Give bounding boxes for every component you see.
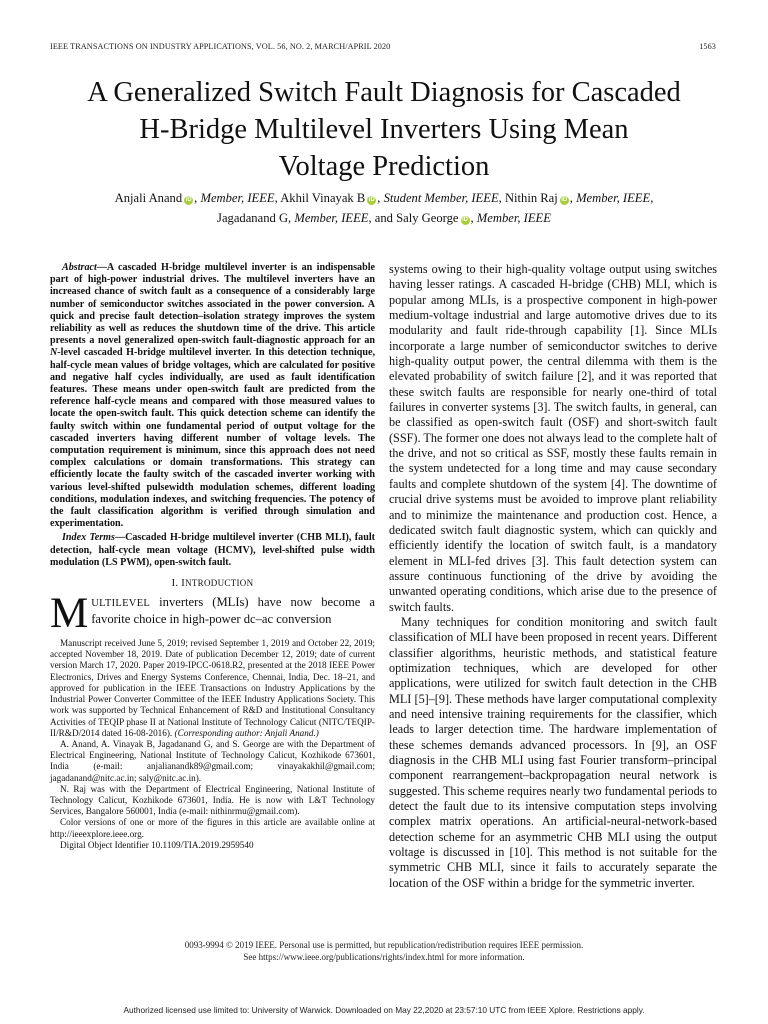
copyright-line: 0093-9994 © 2019 IEEE. Personal use is permitted, but republication/redistribution requires IEEE permission. xyxy=(184,940,584,950)
footnote-affiliation: N. Raj was with the Department of Electrical Engineering, National Institute of Technology Calicut, Kozhikode 673601, India. He is now with L&T Technology Services, Bangalore 560001, India (e-mail: nithinrmu@gmail.com). xyxy=(50,783,375,817)
author-list: Anjali Anand iD , Member, IEEE, Akhil Vinayak B iD , Student Member, IEEE, Nithin Raj iD , Member, IEEE, Jagadanand G, Member, IEEE, and Saly George iD , Member, IEEE xyxy=(114,191,654,225)
copyright-notice xyxy=(40,940,728,963)
author-name: Jagadanand G xyxy=(217,211,289,225)
body-paragraph: Many techniques for condition monitoring and switch fault classification of MLI have been proposed in recent years. Different classifier algorithms, heuristic methods, and statistical feature optimization techniques, which are developed for other applications, were utilized for switch fault detection in the CHB MLI [5]–[9]. These methods have larger computational complexity and need intensive training requirements for the classifier, which leads to larger detection time. The hardware implementation of these schemes demands advanced processors. In [9], an OSF diagnosis in the CHB MLI using fast Fourier transform–principal component rearrangement–backpropagation neural network is suggested. This scheme requires nearly two fundamental periods to detect the fault due to its intensive computation steps involving complex matrix operations. An artificial-neural-network-based detection scheme for an asymmetric CHB MLI using the output voltage is discussed in [10]. This method is not suitable for the symmetric CHB MLI, since it fails to accurately separate the location of the OSF within a bridge for the symmetric inverter. xyxy=(389,614,717,890)
drop-cap: M xyxy=(50,590,89,638)
section-title-rest: NTRODUCTION xyxy=(185,578,254,589)
footnotes xyxy=(50,638,375,851)
footnote-affiliation: A. Anand, A. Vinayak B, Jagadanand G, and S. George are with the Department of Electrical Engineering, National Institute of Technology Calicut, Kozhikode 673601, India (e-mail: anjalianandk89@gmail.com; vinayakakhil@gmail.com; jagadanand@nitc.ac.in; saly@nitc.ac.in). xyxy=(50,738,375,783)
author-name: Nithin Raj xyxy=(504,191,558,205)
body-paragraph: systems owing to their high-quality voltage output using switches having lesser ratings. A cascaded H-bridge (CHB) MLI, which is popular among MLIs, is a prospective component in high-power medium-voltage industrial and large automotive drives due to its modularity and fault ride-through capability [1]. Since MLIs incorporate a large number of semiconductor switches to derive high-quality output power, the central dilemma with them is the elevated probability of switch failure [2], and it was reported that these switch faults are responsible for nearly one-third of total failures in converter systems [3]. The switch faults, in general, can be classified as open-switch fault (OSF) and short-switch fault (SSF). The former one does not always lead to the complete halt of the drive, and not so critical as SSF, mostly these faults remain in the system undetected for a long time and may cause secondary faults and complete shutdown of the system [4]. The downtime of crucial drive systems must be avoided to improve plant reliability and to minimize the maintenance and production cost. Hence, a dedicated switch fault diagnostic system, which can quickly and efficiently identify the location of switch fault, is a mandatory element in MLI-fed drives [3]. This fault detection system can assure continuous functioning of the drive by avoiding the unwanted operating conditions, which arise due to the presence of switch faults. xyxy=(389,262,717,614)
intro-text: inverters (MLIs) have now become a favorite choice in high-power dc–ac conversion xyxy=(91,595,375,626)
abstract-label: Abstract xyxy=(62,262,97,273)
orcid-icon[interactable]: iD xyxy=(462,217,468,223)
author-role: Member, IEEE xyxy=(200,191,275,205)
title-line: A Generalized Switch Fault Diagnosis for Cascaded xyxy=(87,77,681,108)
journal-citation: IEEE TRANSACTIONS ON INDUSTRY APPLICATIONS, VOL. 56, NO. 2, MARCH/APRIL 2020 xyxy=(50,42,391,51)
running-head xyxy=(50,42,716,54)
footnote-manuscript xyxy=(50,638,375,739)
title-line: H-Bridge Multilevel Inverters Using Mean xyxy=(139,114,629,145)
intro-paragraph xyxy=(50,590,375,638)
author-role: Member, IEEE xyxy=(476,211,551,225)
footnote-doi: Digital Object Identifier 10.1109/TIA.2019.2959540 xyxy=(60,839,254,850)
abstract-text: A cascaded H-bridge multilevel inverter is an indispensable part of high-power industrial drives. The multilevel inverters have an increased chance of switch fault as a consequence of a considerably large number of semiconductor switches associated in the power conversion. A quick and precise fault detection–isolation strategy improves the system reliability as well as reduces the shutdown time of the drive. This article presents a novel generalized open-switch fault-diagnostic approach for an xyxy=(50,262,375,347)
author-name: Akhil Vinayak B xyxy=(280,191,366,205)
right-column xyxy=(389,262,717,891)
index-terms-text: Cascaded H-bridge multilevel inverter (CHB MLI), fault detection, half-cycle mean voltage (HCMV), level-shifted pulse width modulation (LS PWM), open-switch fault. xyxy=(50,532,375,568)
author-role: Member, IEEE xyxy=(294,211,369,225)
author-name: Anjali Anand xyxy=(114,191,183,205)
abstract-variable: N xyxy=(50,347,58,359)
orcid-icon[interactable]: iD xyxy=(561,197,568,203)
abstract-text: -level cascaded H-bridge multilevel inverter. In this detection technique, half-cycle mean values of bridge voltages, which are calculated for positive and negative half cycles individually, are used as fault identification features. These means under open-switch fault are predicted from the reference half-cycle means and compared with those measured values to locate the open-switch fault. This quick detection scheme can identify the faulty switch within one fundamental period of output voltage for the cascaded inverters having different number of voltage levels. The computation requirement is minimum, since this approach does not need complex calculations or domain transformations. This strategy can efficiently locate the faulty switch of the cascaded inverter working with various level-shifted pulsewidth modulation schemes, different loading conditions, modulation indexes, and switching frequencies. The potency of the fault classification algorithm is verified through simulation and experimentation. xyxy=(50,347,375,530)
corresponding-author: (Corresponding author: Anjali Anand.) xyxy=(174,727,319,738)
title-line: Voltage Prediction xyxy=(278,151,490,182)
copyright-line: See https://www.ieee.org/publications/rights/index.html for more information. xyxy=(243,951,525,962)
author-role: Student Member, IEEE xyxy=(383,191,499,205)
section-heading xyxy=(50,578,375,589)
author-name: Saly George xyxy=(396,211,459,225)
index-terms-label: Index Terms xyxy=(62,532,115,544)
license-footer: Authorized licensed use limited to: University of Warwick. Downloaded on May 22,2020 at 23:57:10 UTC from IEEE Xplore. Restrictions apply. xyxy=(123,1005,645,1015)
paper-title xyxy=(40,74,728,185)
author-role: Member, IEEE xyxy=(576,191,651,205)
orcid-icon[interactable]: iD xyxy=(185,197,192,203)
left-column xyxy=(50,262,375,851)
footnote-color-note: Color versions of one or more of the figures in this article are available online at http://ieeexplore.ieee.org. xyxy=(50,817,375,839)
intro-smallcaps: ULTILEVEL xyxy=(91,598,151,610)
index-terms: Index Terms—Cascaded H-bridge multilevel inverter (CHB MLI), fault detection, half-cycle mean voltage (HCMV), level-shifted pulse width modulation (LS PWM), open-switch fault. xyxy=(50,532,375,568)
page-number: 1563 xyxy=(699,42,716,51)
section-initial: I xyxy=(181,578,186,590)
footnote-text: Manuscript received June 5, 2019; revised September 1, 2019 and October 22, 2019; accepted November 18, 2019. Date of publication December 12, 2019; date of current version March 17, 2020. Paper 2019-IPCC-0618.R2, presented at the 2018 IEEE Power Electronics, Drives and Energy Systems Conference, Chennai, India, Dec. 18–21, and approved for publication in the IEEE Transactions on Industry Applications by the Industrial Power Converter Committee of the IEEE Industry Applications Society. This work was supported by Technical Enhancement of R&D and Institutional Consultancy Activities of TEQIP phase II at National Institute of Technology Calicut (NITC/TEQIP-II/R&D/2014 dated 16-08-2016). xyxy=(50,638,375,738)
abstract: Abstract—A cascaded H-bridge multilevel inverter is an indispensable part of high-power industrial drives. The multilevel inverters have an increased chance of switch fault as a consequence of a considerably large number of semiconductor switches associated in the power conversion. A quick and precise fault detection–isolation strategy improves the system reliability as well as reduces the shutdown time of the drive. This article presents a novel generalized open-switch fault-diagnostic approach for an N-level cascaded H-bridge multilevel inverter. In this detection technique, half-cycle mean values of bridge voltages, which are calculated for positive and negative half cycles individually, are used as fault identification features. These means under open-switch fault are predicted from the reference half-cycle means and compared with those measured values to locate the open-switch fault. This quick detection scheme can identify the faulty switch within one fundamental period of output voltage for the cascaded inverters having different number of voltage levels. The computation requirement is minimum, since this approach does not need complex calculations or domain transformations. This strategy can efficiently locate the faulty switch of the cascaded inverter working with various level-shifted pulsewidth modulation schemes, different loading conditions, modulation indexes, and switching frequencies. The potency of the fault classification algorithm is verified through simulation and experimentation. xyxy=(50,262,375,530)
orcid-icon[interactable]: iD xyxy=(368,197,375,203)
section-numeral: I. xyxy=(171,578,179,590)
